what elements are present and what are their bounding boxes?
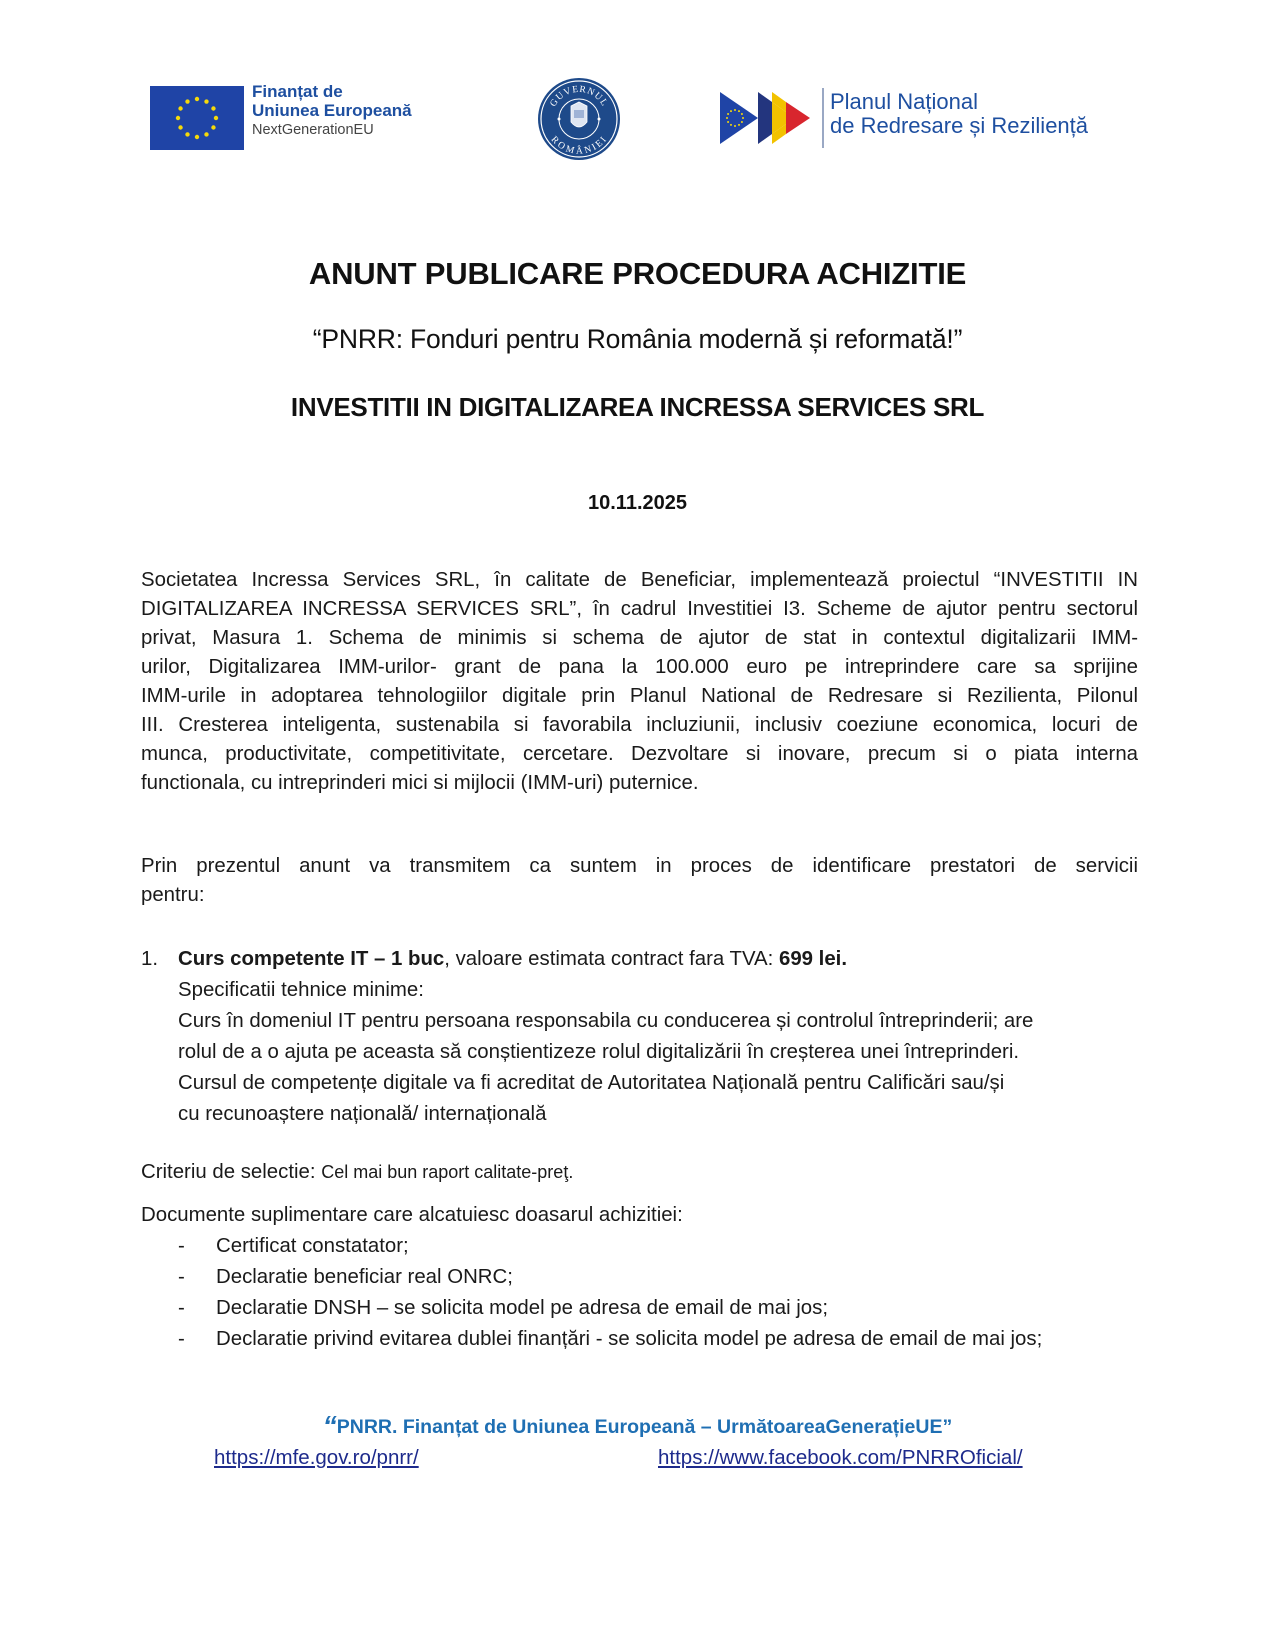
guvernul-romaniei-seal-icon xyxy=(536,76,622,162)
document-name: Certificat constatator; xyxy=(216,1235,409,1257)
document-name: Declaratie privind evitarea dublei finanțări - se solicita model pe adresa de email de mai jos; xyxy=(216,1328,1043,1350)
intro-line: munca, productivitate, competitivitate, cercetare. Dezvoltare si inovare, precum si o piata interna xyxy=(141,743,1138,765)
star-icon xyxy=(176,116,180,120)
star-icon xyxy=(195,135,199,139)
star-icon xyxy=(742,117,744,119)
item-spec-line: rolul de a o ajuta pe aceasta să conștientizeze rolul digitalizării în creșterea unei întreprinderi. xyxy=(178,1041,1020,1063)
selection-criterion-value: Cel mai bun raport calitate-preţ. xyxy=(321,1162,574,1182)
item-name: Curs competente IT – 1 buc xyxy=(178,948,445,970)
star-icon xyxy=(738,124,740,126)
pnrr-label-line1: Planul Național xyxy=(830,89,978,114)
footer-open-quote: “ xyxy=(322,1410,337,1441)
document-list-item xyxy=(141,1231,1138,1262)
item-body xyxy=(178,944,1140,1130)
announcement-line: pentru: xyxy=(141,884,205,906)
intro-paragraph xyxy=(141,566,1138,798)
selection-criterion-label: Criteriu de selectie: xyxy=(141,1161,322,1183)
item-value: 699 lei. xyxy=(778,948,848,970)
eu-stars-icon xyxy=(150,86,244,150)
star-icon xyxy=(734,125,736,127)
intro-line: IMM-urile in adoptarea tehnologiilor digitale prin Planul National de Redresare si Rezilienta, Pilonul xyxy=(141,685,1138,707)
star-icon xyxy=(734,109,736,111)
item-value-label: , valoare estimata contract fara TVA: xyxy=(444,948,779,970)
documents-heading: Documente suplimentare care alcatuiesc doasarul achizitiei: xyxy=(141,1204,683,1226)
item-number: 1. xyxy=(141,948,159,970)
bullet-dash: - xyxy=(178,1235,185,1257)
item-spec-line: Curs în domeniul IT pentru persoana responsabila cu conducerea și controlul întreprinderii; are xyxy=(178,1010,1034,1032)
document-list-item xyxy=(141,1324,1138,1355)
star-icon xyxy=(204,99,208,103)
star-icon xyxy=(195,97,199,101)
intro-line: functionala, cu intreprinderi mici si mijlocii (IMM-uri) puternice. xyxy=(141,772,699,794)
pnrr-label xyxy=(830,90,1088,138)
mfe-pnrr-link[interactable]: https://mfe.gov.ro/pnrr/ xyxy=(214,1446,419,1469)
document-date: 10.11.2025 xyxy=(588,492,687,514)
star-icon xyxy=(726,117,728,119)
intro-line: DIGITALIZAREA INCRESSA SERVICES SRL”, în cadrul Investitiei I3. Scheme de ajutor pentru sectorul xyxy=(141,598,1138,620)
seal-top-text: GUVERNUL xyxy=(548,84,610,109)
announcement-line: Prin prezentul anunt va transmitem ca suntem in proces de identificare prestatori de servicii xyxy=(141,855,1138,877)
document-name: Declaratie beneficiar real ONRC; xyxy=(216,1266,513,1288)
item-summary xyxy=(178,944,1140,975)
facebook-pnrr-link[interactable]: https://www.facebook.com/PNRROficial/ xyxy=(658,1446,1023,1469)
intro-line: III. Cresterea inteligenta, sustenabila si favorabila incluziunii, inclusiv coeziune economica, locuri de xyxy=(141,714,1138,736)
eu-funding-line2: Uniunea Europeană xyxy=(252,101,412,121)
required-documents xyxy=(141,1200,1138,1355)
seal-bottom-text: ROMÂNIEI xyxy=(548,134,610,157)
star-icon xyxy=(727,113,729,115)
pnrr-arrows-icon xyxy=(720,88,820,148)
star-icon xyxy=(727,121,729,123)
item-spec-line: Cursul de competențe digitale va fi acreditat de Autoritatea Națională pentru Calificări sau/și xyxy=(178,1072,1005,1094)
star-icon xyxy=(211,106,215,110)
intro-line: privat, Masura 1. Schema de minimis si schema de ajutor de stat in contextul digitalizarii IMM- xyxy=(141,627,1138,649)
star-icon xyxy=(204,132,208,136)
selection-criterion xyxy=(141,1158,1138,1187)
pnrr-label-line2: de Redresare și Reziliență xyxy=(830,112,1089,138)
bullet-dash: - xyxy=(178,1297,185,1319)
star-icon xyxy=(741,121,743,123)
star-icon xyxy=(738,110,740,112)
intro-line: urilor, Digitalizarea IMM-urilor- grant de pana la 100.000 euro pe intreprindere care sa sprijine xyxy=(141,656,1138,678)
eu-funding-line3: NextGenerationEU xyxy=(252,122,374,139)
announcement-paragraph xyxy=(141,852,1138,910)
pnrr-divider xyxy=(822,88,824,148)
star-icon xyxy=(211,125,215,129)
item-spec-heading: Specificatii tehnice minime: xyxy=(178,979,424,1001)
footer-slogan-text: PNRR. Finanțat de Uniunea Europeană – UrmătoareaGenerațieUE” xyxy=(336,1416,953,1438)
star-icon xyxy=(741,113,743,115)
star-icon xyxy=(185,132,189,136)
star-icon xyxy=(214,116,218,120)
intro-line: Societatea Incressa Services SRL, în calitate de Beneficiar, implementează proiectul “INVESTITII IN xyxy=(141,569,1138,591)
document-slogan: “PNRR: Fonduri pentru România modernă și reformată!” xyxy=(312,324,963,354)
document-title: ANUNT PUBLICARE PROCEDURA ACHIZITIE xyxy=(308,256,967,291)
star-icon xyxy=(730,110,732,112)
eu-funding-label xyxy=(252,82,412,138)
star-icon xyxy=(178,125,182,129)
document-list-item xyxy=(141,1293,1138,1324)
item-spec-line: cu recunoaștere națională/ internațională xyxy=(178,1103,547,1125)
star-icon xyxy=(730,124,732,126)
document-list-item xyxy=(141,1262,1138,1293)
document-name: Declaratie DNSH – se solicita model pe adresa de email de mai jos; xyxy=(216,1297,828,1319)
star-icon xyxy=(178,106,182,110)
bullet-dash: - xyxy=(178,1266,185,1288)
project-title: INVESTITII IN DIGITALIZAREA INCRESSA SERVICES SRL xyxy=(290,392,985,422)
eu-flag-icon xyxy=(150,86,244,150)
footer-slogan xyxy=(0,1410,1275,1442)
star-icon xyxy=(185,99,189,103)
bullet-dash: - xyxy=(178,1328,185,1350)
eu-funding-line1: Finanțat de xyxy=(252,82,343,101)
